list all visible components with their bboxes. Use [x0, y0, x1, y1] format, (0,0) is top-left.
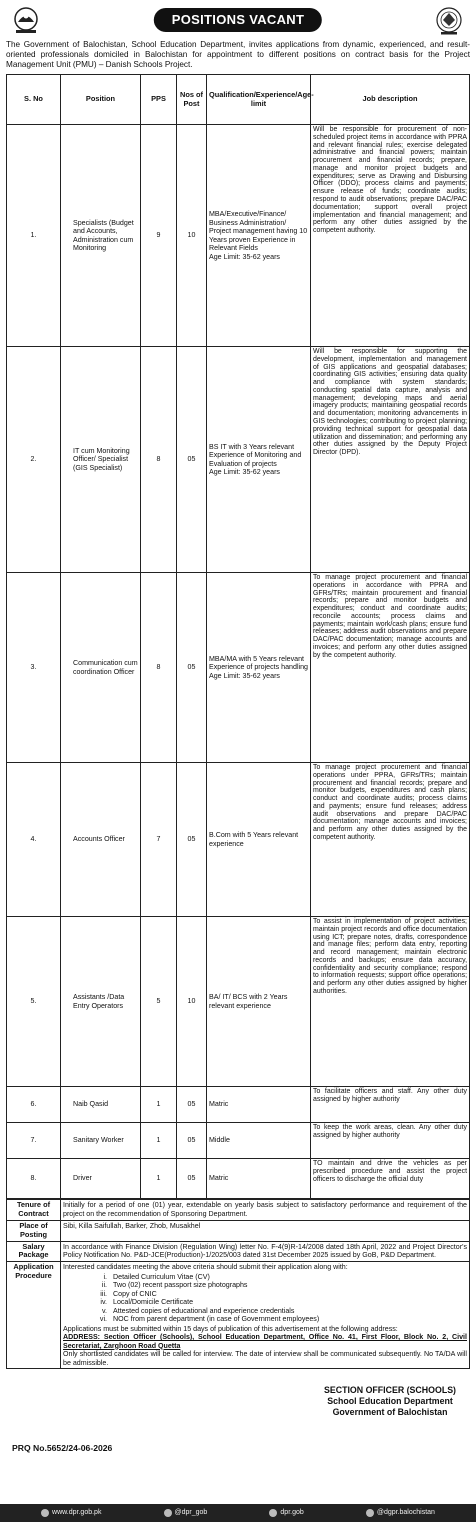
qualification-text: MBA/MA with 5 Years relevant Experience of projects handling	[209, 654, 308, 672]
salary-text: In accordance with Finance Division (Regulation Wing) letter No. F-4(9)R-14/2008 dated 18th April, 2022 and Project Director's Policy Notification No. P&D-JCE(Production)-1/2025/003 dated 31st December 2025 issued by GoB, P&D Department.	[61, 1241, 470, 1262]
facebook-icon	[269, 1509, 277, 1517]
facebook-text: dpr.gob	[280, 1508, 304, 1516]
list-item-number: iii.	[100, 1289, 107, 1298]
salary-label: Salary Package	[7, 1241, 61, 1262]
row-pps: 1	[141, 1123, 177, 1159]
header-position: Position	[61, 75, 141, 125]
posting-row	[7, 1220, 470, 1241]
ad-header	[6, 4, 470, 40]
list-item-text: Local/Domicile Certificate	[113, 1298, 194, 1307]
row-sno: 3.	[7, 573, 61, 763]
row-qualification	[207, 573, 311, 763]
application-address: ADDRESS: Section Officer (Schools), School Education Department, Office No. 41, First Floor, Block No. 2, Civil Secretariat, Zarghoon Road Quetta	[63, 1333, 467, 1350]
list-item-text: NOC from parent department (in case of Government employees)	[113, 1315, 320, 1324]
row-position: Driver	[61, 1159, 141, 1199]
row-posts: 05	[177, 347, 207, 573]
signature-block	[324, 1385, 456, 1418]
list-item-text: Copy of CNIC	[113, 1289, 157, 1298]
list-item-number: ii.	[101, 1281, 107, 1290]
list-item	[89, 1298, 467, 1307]
list-item-number: vi.	[99, 1315, 107, 1324]
list-item-text: Attested copies of educational and experience credentials	[113, 1306, 295, 1315]
posting-text: Sibi, Killa Saifullah, Barker, Zhob, Musakhel	[61, 1220, 470, 1241]
age-limit-text: Age Limit: 35-62 years	[209, 468, 280, 476]
row-pps: 8	[141, 347, 177, 573]
row-sno: 2.	[7, 347, 61, 573]
row-position: Sanitary Worker	[61, 1123, 141, 1159]
row-sno: 6.	[7, 1087, 61, 1123]
instagram-text: @dgpr.balochistan	[376, 1508, 435, 1516]
row-position: Assistants /Data Entry Operators	[61, 917, 141, 1087]
header-job-description: Job description	[311, 75, 470, 125]
row-qualification: Matric	[207, 1159, 311, 1199]
row-job-description: To manage project procurement and financial operations under PPRA, GFRs/TRs; maintain procurement and financial records; prepare and monitor budgets, expenditures and cash plans; conduct and coordinate audits; process claims and payments; ensure fund releases; address audit observations and prepare DAC/PAC documentation; manage accounts and invoices; and perform any other duties assigned by the competent authority.	[311, 763, 470, 917]
row-position: Accounts Officer	[61, 763, 141, 917]
application-intro: Interested candidates meeting the above criteria should submit their application along with:	[63, 1263, 348, 1272]
age-limit-text: Age Limit: 35-62 years	[209, 671, 280, 680]
shortlist-note: Only shortlisted candidates will be called for interview. The date of interview shall be communicated subsequently. No TA/DA will be admissible.	[63, 1350, 467, 1367]
social-bar	[0, 1504, 476, 1522]
tenure-label: Tenure of Contract	[7, 1200, 61, 1221]
row-qualification: B.Com with 5 Years relevant experience	[207, 763, 311, 917]
row-sno: 1.	[7, 125, 61, 347]
list-item	[89, 1315, 467, 1324]
instagram-icon	[366, 1509, 374, 1517]
row-job-description: Will be responsible for supporting the development, implementation and management of GIS applications and geospatial databases; coordinating GIS activities; ensuring data quality and compliance with system standards; conducting spatial data capture, analysis and management; developing maps and aerial imagery products; maintaining geospatial records and documentation; monitoring advancements in GIS technologies; contributing to project planning; providing technical support for geospatial data utilization and dissemination; and performing any other duties assigned by the Deputy Project Director (DPD).	[311, 347, 470, 573]
age-limit-text: Age Limit: 35-62 years	[209, 252, 280, 261]
row-pps: 9	[141, 125, 177, 347]
list-item-number: v.	[102, 1306, 107, 1315]
signatory-government: Government of Balochistan	[332, 1407, 448, 1418]
posting-label: Place of Posting	[7, 1220, 61, 1241]
tenure-row	[7, 1200, 470, 1221]
table-row	[7, 1159, 470, 1199]
ad-footer	[6, 1369, 470, 1455]
list-item-number: i.	[103, 1272, 107, 1281]
row-qualification: Matric	[207, 1087, 311, 1123]
tenure-text: Initially for a period of one (01) year, extendable on yearly basis subject to satisfactory performance and requirement of the project on the recommendation of Sponsoring Department.	[61, 1200, 470, 1221]
row-pps: 5	[141, 917, 177, 1087]
header-nos-of-post: Nos of Post	[177, 75, 207, 125]
intro-paragraph: The Government of Balochistan, School Education Department, invites applications from dynamic, experienced, and result-oriented professionals domiciled in Balochistan for appointment to different positions on contract basis for the Project Management Unit (PMU) – Danish Schools Project.	[6, 40, 470, 69]
table-row	[7, 347, 470, 573]
list-item	[89, 1290, 467, 1299]
row-position: Communication cum coordination Officer	[61, 573, 141, 763]
row-job-description: To assist in implementation of project activities; maintain project records and office documentation using ICT; prepare notes, drafts, correspondence and manage files; perform data entry, reporting and record management; maintain electronic records and backups; ensure data accuracy, confidentiality and security compliance; respond to information requests; support office operations; and perform any other duties assigned by higher authorities.	[311, 917, 470, 1087]
row-sno: 8.	[7, 1159, 61, 1199]
row-pps: 7	[141, 763, 177, 917]
row-qualification: Middle	[207, 1123, 311, 1159]
row-posts: 05	[177, 763, 207, 917]
table-row	[7, 1123, 470, 1159]
row-job-description: Will be responsible for procurement of non-scheduled project items in accordance with PPRA and relevant financial rules; exercise delegated administrative and financial powers; maintain procurement and financial records; prepare, manage and monitor project budgets and expenditures; serve as Drawing and Disbursing Officer (DDO); process claims and payments; ensure release of funds; coordinate audits; respond to audit observations; prepare DAC/PAC documentation; support overall project implementation and financial management; and perform any other duties assigned by the competent authority.	[311, 125, 470, 347]
list-item-text: Two (02) recent passport size photographs	[113, 1281, 248, 1290]
prq-number: PRQ No.5652/24-06-2026	[12, 1443, 113, 1454]
header-sno: S. No	[7, 75, 61, 125]
signatory-department: School Education Department	[327, 1396, 453, 1407]
row-sno: 5.	[7, 917, 61, 1087]
row-position: IT cum Monitoring Officer/ Specialist (GIS Specialist)	[61, 347, 141, 573]
row-qualification	[207, 347, 311, 573]
row-posts: 10	[177, 917, 207, 1087]
twitter-icon	[164, 1509, 172, 1517]
row-sno: 7.	[7, 1123, 61, 1159]
list-item	[89, 1307, 467, 1316]
row-posts: 05	[177, 1123, 207, 1159]
row-job-description: TO maintain and drive the vehicles as per prescribed procedure and assist the project officers to discharge the official duty	[311, 1159, 470, 1199]
salary-row	[7, 1241, 470, 1262]
requirements-list	[89, 1273, 467, 1324]
submission-text: Applications must be submitted within 15 days of publication of this advertisement at the following address:	[63, 1324, 398, 1333]
table-row	[7, 763, 470, 917]
terms-table	[6, 1199, 470, 1369]
balochistan-seal-icon	[432, 6, 466, 36]
row-sno: 4.	[7, 763, 61, 917]
table-row	[7, 573, 470, 763]
header-pps: PPS	[141, 75, 177, 125]
twitter-link[interactable]	[164, 1509, 208, 1517]
row-pps: 1	[141, 1087, 177, 1123]
twitter-text: @dpr_gob	[174, 1508, 208, 1516]
positions-table	[6, 74, 470, 1199]
application-body	[61, 1262, 470, 1369]
row-position: Specialists (Budget and Accounts, Administration cum Monitoring	[61, 125, 141, 347]
row-qualification	[207, 125, 311, 347]
row-posts: 10	[177, 125, 207, 347]
list-item-number: iv.	[100, 1298, 107, 1307]
list-item	[89, 1281, 467, 1290]
government-emblem-icon	[8, 6, 44, 36]
row-qualification: BA/ IT/ BCS with 2 Years relevant experience	[207, 917, 311, 1087]
signatory-title: SECTION OFFICER (SCHOOLS)	[324, 1385, 456, 1396]
row-position: Naib Qasid	[61, 1087, 141, 1123]
positions-vacant-banner: POSITIONS VACANT	[154, 8, 322, 32]
row-pps: 1	[141, 1159, 177, 1199]
list-item-text: Detailed Curriculum Vitae (CV)	[113, 1272, 210, 1281]
row-pps: 8	[141, 573, 177, 763]
qualification-text: MBA/Executive/Finance/ Business Administration/ Project management having 10 Years proven Experience in Relevant Fields	[209, 210, 308, 252]
row-posts: 05	[177, 1159, 207, 1199]
qualification-text: BS IT with 3 Years relevant Experience of Monitoring and Evaluation of projects	[209, 442, 302, 468]
globe-icon	[41, 1509, 49, 1517]
list-item	[89, 1273, 467, 1282]
table-header-row	[7, 75, 470, 125]
row-posts: 05	[177, 573, 207, 763]
table-row	[7, 1087, 470, 1123]
row-posts: 05	[177, 1087, 207, 1123]
website-text: www.dpr.gob.pk	[52, 1508, 102, 1516]
row-job-description: To keep the work areas, clean. Any other duty assigned by higher authority	[311, 1123, 470, 1159]
instagram-link[interactable]	[366, 1509, 435, 1517]
header-qualification: Qualification/Experience/Age-limit	[207, 75, 311, 125]
table-row	[7, 125, 470, 347]
row-job-description: To manage project procurement and financial operations in accordance with PPRA and GFRs/TRs; maintain procurement and financial records; prepare and monitor budgets and expenditures; conduct and coordinate audits; reconcile accounts; process claims and payments; maintain work/cash plans; ensure fund releases; address audit observations and prepare DAC/PAC documentation; manage accounts and invoices; and perform any other duties assigned by the competent authority.	[311, 573, 470, 763]
application-row	[7, 1262, 470, 1369]
website-link[interactable]	[41, 1509, 101, 1517]
application-label: Application Procedure	[7, 1262, 61, 1369]
row-job-description: To facilitate officers and staff. Any other duty assigned by higher authority	[311, 1087, 470, 1123]
table-row	[7, 917, 470, 1087]
facebook-link[interactable]	[269, 1509, 303, 1517]
